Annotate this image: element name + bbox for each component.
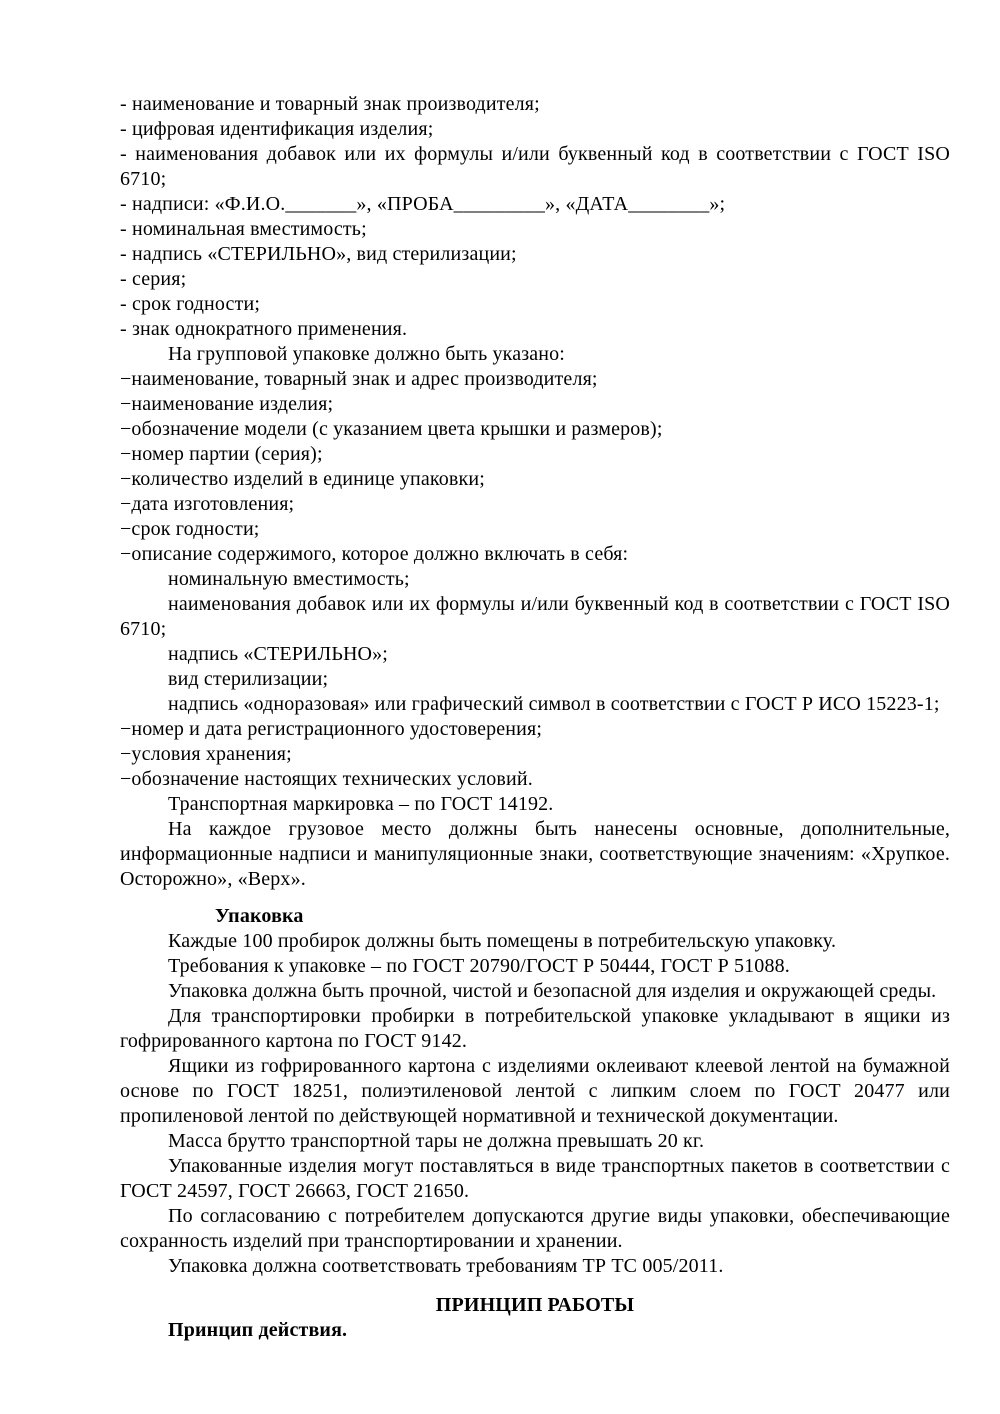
- sub-list-item: номинальную вместимость;: [168, 568, 410, 590]
- lead-paragraph: Принцип действия.: [168, 1319, 348, 1341]
- paragraph: На групповой упаковке должно быть указано:: [168, 343, 566, 365]
- list-item: −наименование, товарный знак и адрес производителя;: [120, 368, 598, 390]
- paragraph: Для транспортировки пробирки в потребительской упаковке укладывают в ящики из гофрированного картона по ГОСТ 9142.: [120, 1005, 950, 1052]
- document-content: [120, 92, 950, 1343]
- section-title: ПРИНЦИП РАБОТЫ: [435, 1294, 635, 1316]
- list-item: - наименования добавок или их формулы и/или буквенный код в соответствии с ГОСТ ISO 6710;: [120, 143, 950, 190]
- paragraph: Масса брутто транспортной тары не должна превышать 20 кг.: [168, 1130, 705, 1152]
- paragraph: По согласованию с потребителем допускаются другие виды упаковки, обеспечивающие сохранность изделий при транспортировании и хранении.: [120, 1205, 950, 1252]
- list-item: - срок годности;: [120, 293, 261, 315]
- list-item: −срок годности;: [120, 518, 260, 540]
- list-item: −номер и дата регистрационного удостоверения;: [120, 718, 543, 740]
- list-item: −обозначение модели (с указанием цвета крышки и размеров);: [120, 418, 663, 440]
- paragraph: Ящики из гофрированного картона с изделиями оклеивают клеевой лентой на бумажной основе по ГОСТ 18251, полиэтиленовой лентой с липким слоем по ГОСТ 20477 или пропиленовой лентой по действующей нормативной и технической документации.: [120, 1055, 950, 1127]
- sub-list-item: надпись «одноразовая» или графический символ в соответствии с ГОСТ Р ИСО 15223-1;: [168, 693, 940, 715]
- list-item: −дата изготовления;: [120, 493, 295, 515]
- section-heading: Упаковка: [215, 905, 304, 927]
- paragraph: Каждые 100 пробирок должны быть помещены в потребительскую упаковку.: [168, 930, 837, 952]
- list-item: −наименование изделия;: [120, 393, 334, 415]
- sub-list-item: вид стерилизации;: [168, 668, 329, 690]
- list-item: - надпись «СТЕРИЛЬНО», вид стерилизации;: [120, 243, 517, 265]
- paragraph: Транспортная маркировка – по ГОСТ 14192.: [168, 793, 554, 815]
- list-item: −описание содержимого, которое должно включать в себя:: [120, 543, 629, 565]
- sub-list-item: надпись «СТЕРИЛЬНО»;: [168, 643, 388, 665]
- list-item: −условия хранения;: [120, 743, 292, 765]
- sub-list-item: наименования добавок или их формулы и/или буквенный код в соответствии с ГОСТ ISO 6710;: [120, 593, 950, 640]
- list-item: −количество изделий в единице упаковки;: [120, 468, 485, 490]
- list-item: −обозначение настоящих технических условий.: [120, 768, 533, 790]
- paragraph: Требования к упаковке – по ГОСТ 20790/ГОСТ Р 50444, ГОСТ Р 51088.: [168, 955, 790, 977]
- list-item: - цифровая идентификация изделия;: [120, 118, 434, 140]
- list-item: - знак однократного применения.: [120, 318, 408, 340]
- list-item: - серия;: [120, 268, 187, 290]
- list-item: - надписи: «Ф.И.О._______», «ПРОБА_________», «ДАТА________»;: [120, 193, 726, 215]
- paragraph: Упакованные изделия могут поставляться в виде транспортных пакетов в соответствии с ГОСТ 24597, ГОСТ 26663, ГОСТ 21650.: [120, 1155, 950, 1202]
- paragraph: Упаковка должна соответствовать требованиям ТР ТС 005/2011.: [168, 1255, 724, 1277]
- paragraph: На каждое грузовое место должны быть нанесены основные, дополнительные, информационные надписи и манипуляционные знаки, соответствующие значениям: «Хрупкое. Осторожно», «Верх».: [120, 818, 950, 890]
- list-item: −номер партии (серия);: [120, 443, 323, 465]
- list-item: - номинальная вместимость;: [120, 218, 367, 240]
- list-item: - наименование и товарный знак производителя;: [120, 93, 540, 115]
- paragraph: Упаковка должна быть прочной, чистой и безопасной для изделия и окружающей среды.: [168, 980, 937, 1002]
